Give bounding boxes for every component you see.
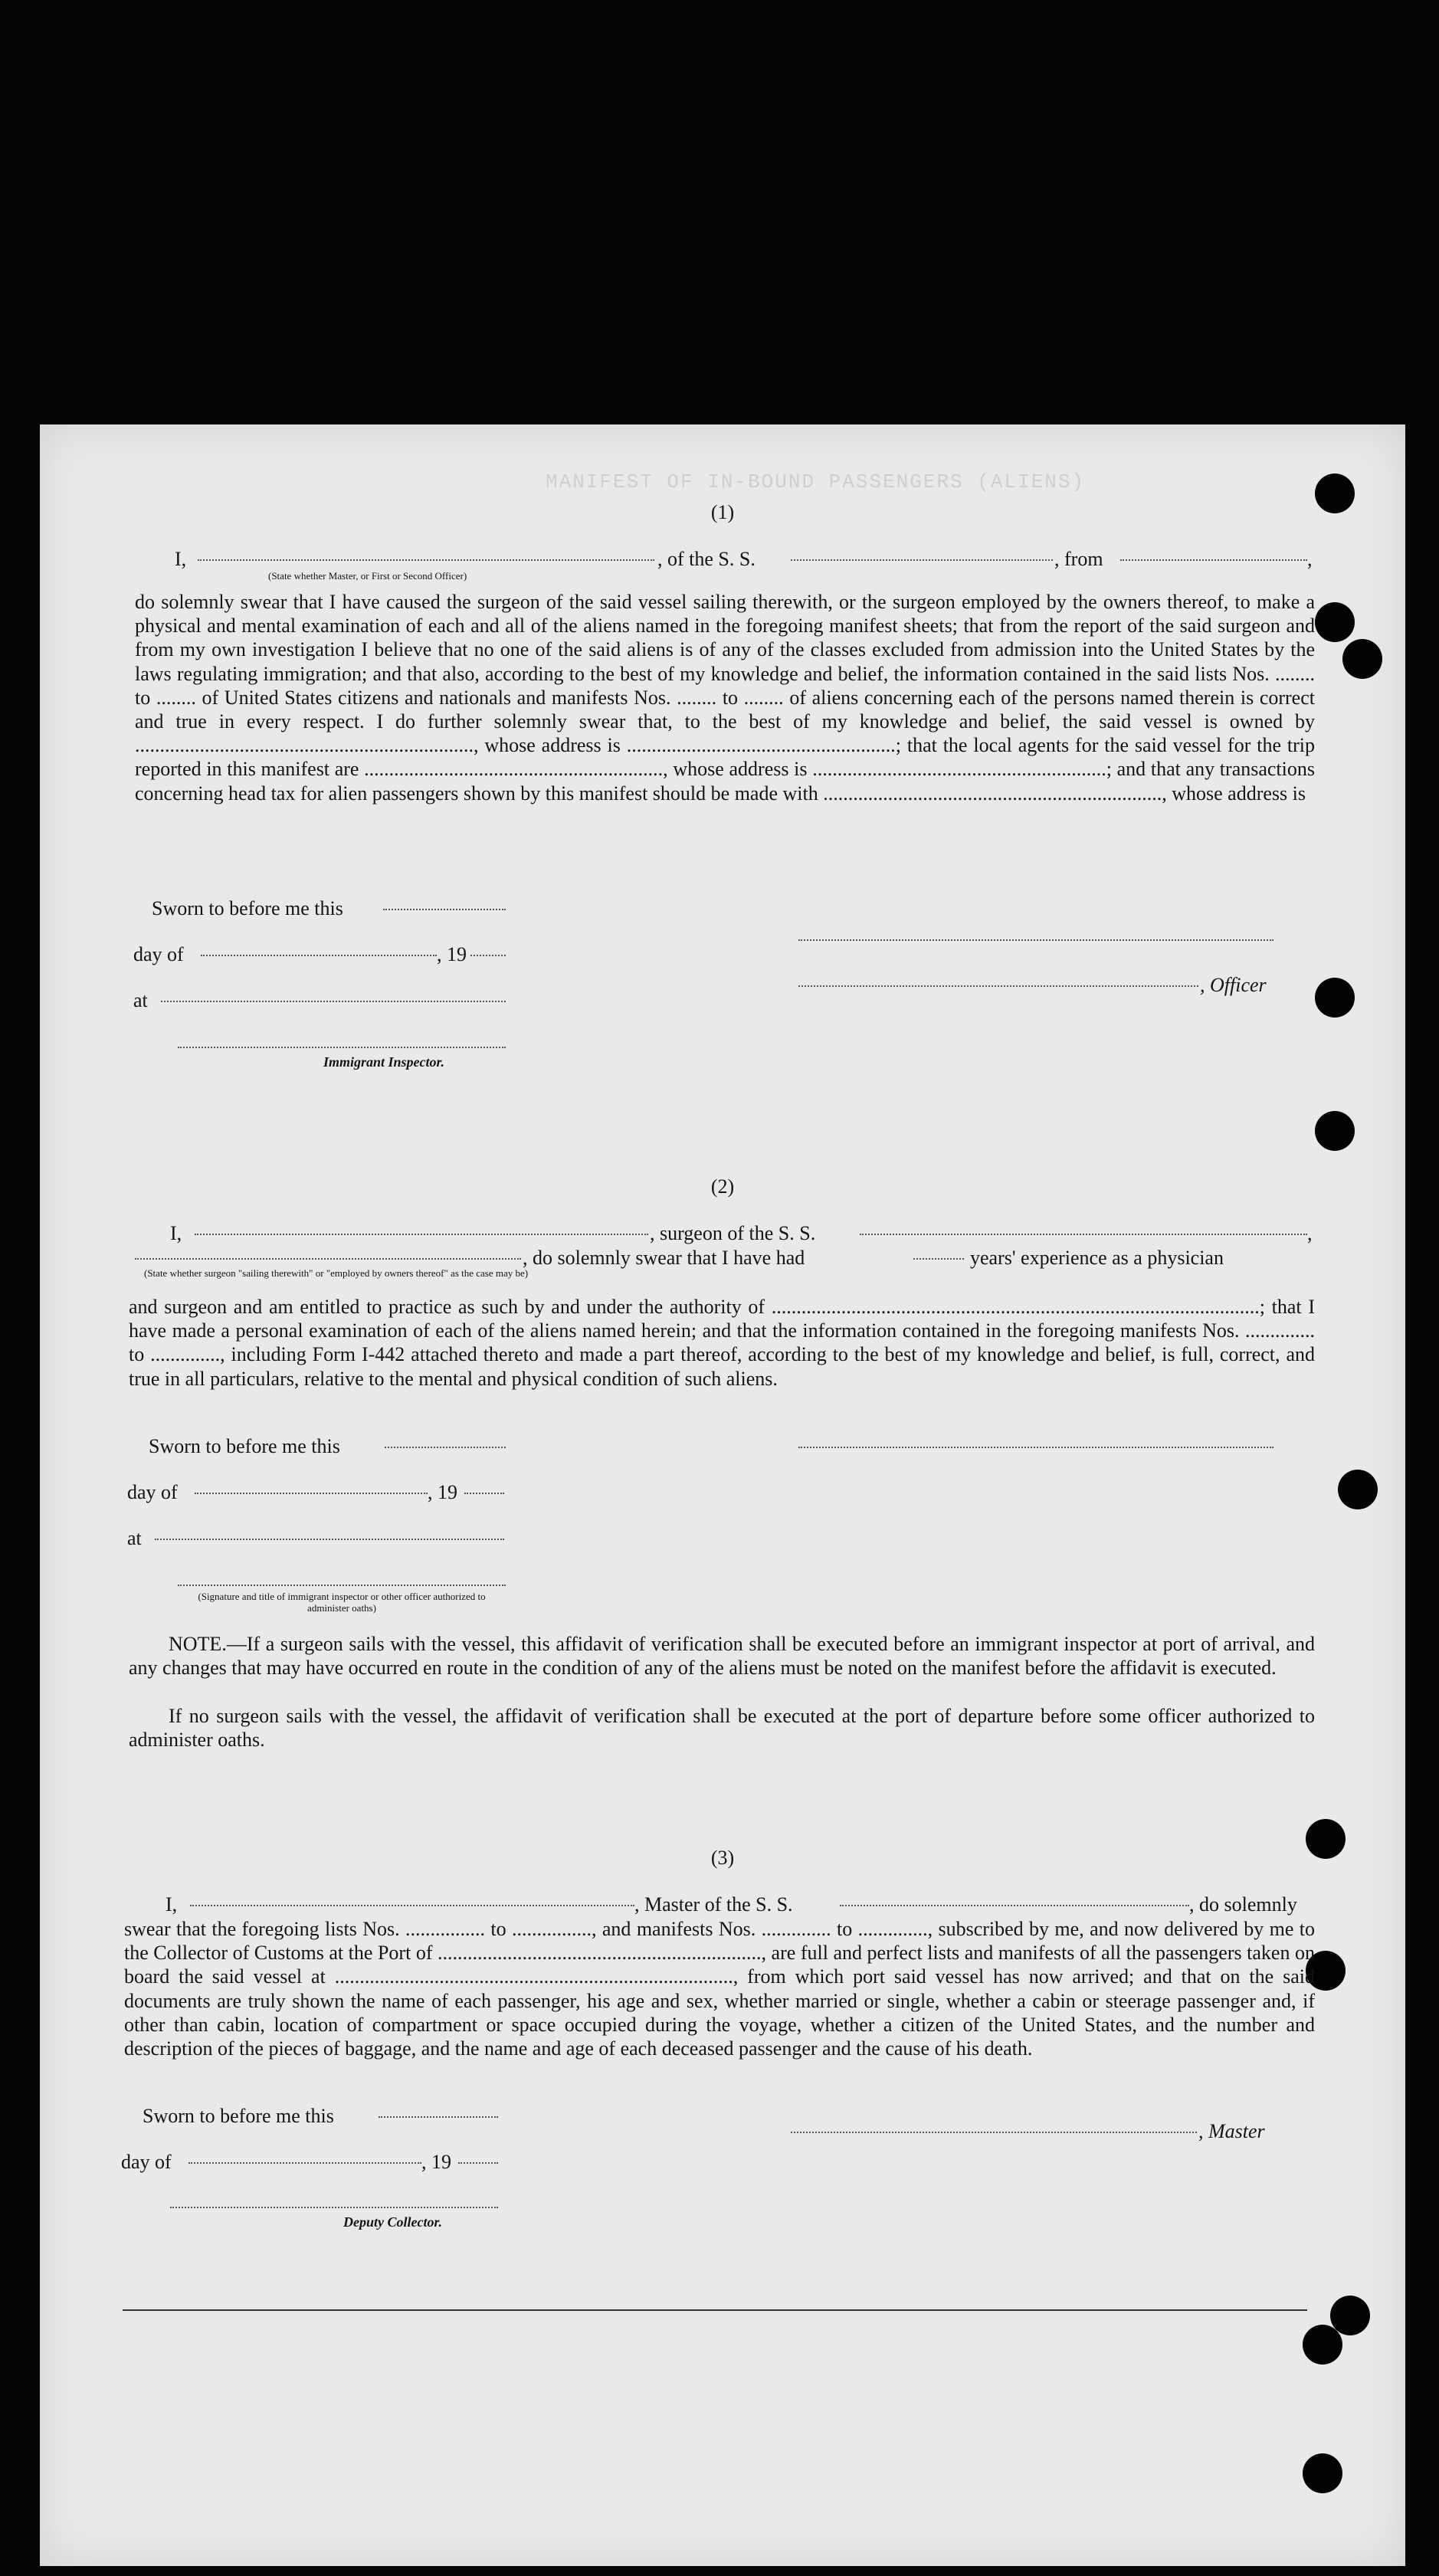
year-label-3: , 19 [421, 2151, 451, 2173]
officer-name-field[interactable] [198, 559, 654, 561]
at-label-1: at [133, 989, 148, 1011]
section2-number: (2) [710, 1175, 735, 1198]
surgeon-note: (State whether surgeon "sailing therewith" or "employed by owners thereof" as the case may be) [144, 1267, 529, 1279]
day-of-field-3[interactable] [188, 2162, 421, 2164]
sworn-label-1: Sworn to before me this [152, 897, 343, 919]
note-label: NOTE. [169, 1633, 227, 1655]
sworn-label-2: Sworn to before me this [149, 1435, 340, 1457]
inspector-caption: Immigrant Inspector. [323, 1054, 445, 1070]
day-of-label-1: day of [133, 943, 184, 965]
comma: , [1307, 1222, 1313, 1244]
officer-signature-line[interactable] [798, 985, 1198, 987]
surgeon-ship-field[interactable] [860, 1234, 1307, 1235]
section1-number: (1) [710, 501, 735, 523]
surgeon-name-field[interactable] [195, 1234, 648, 1235]
punch-hole [1315, 602, 1355, 642]
year-field-3[interactable] [458, 2162, 498, 2164]
surgeon-ship-label: , surgeon of the S. S. [650, 1222, 816, 1244]
comma: , [1307, 548, 1313, 570]
year-label-2: , 19 [428, 1481, 457, 1503]
officer-signature-line-upper[interactable] [798, 939, 1273, 941]
section1-ship-label: , of the S. S. [657, 548, 756, 570]
punch-hole [1315, 978, 1355, 1018]
day-of-field-1[interactable] [201, 955, 437, 956]
surgeon-signature-line[interactable] [798, 1447, 1273, 1448]
officer-note: (State whether Master, or First or Second Officer) [268, 570, 467, 582]
master-signature-line[interactable] [791, 2132, 1197, 2133]
section1-paragraph: do solemnly swear that I have caused the surgeon of the said vessel sailing therewith, or the surgeon employed by the owners thereof, to make a physical and mental examination of each and all of the aliens named in the foregoing manifest sheets; that from the report of the said surgeon and from my own investigation I believe that no one of the said aliens is of any of the classes excluded from admission into the United States by the laws regulating immigration; and that also, according to the best of my knowledge and belief, the information contained in the said lists Nos. ........ to ........ of United States citizens and nationals and manifests Nos. ........ to ........ of aliens concerning each of the persons named therein is correct and true in every respect. I do further solemnly swear that, to the best of my knowledge and belief, the said vessel is owned by ...................................................................., whose address is ......................................................; that the local agents for the said vessel for the trip reported in this manifest are ............................................................, whose address is ...........................................................; and that any transactions concerning head tax for alien passengers shown by this manifest should be made with ...................................................................., whose address is [135, 591, 1315, 805]
document-page [40, 424, 1405, 2566]
bottom-rule [123, 2309, 1307, 2311]
year-field-1[interactable] [470, 955, 506, 956]
from-port-field[interactable] [1120, 559, 1307, 561]
surgeon-status-field[interactable] [135, 1258, 521, 1260]
section1-from-label: , from [1054, 548, 1103, 570]
deputy-caption: Deputy Collector. [343, 2214, 442, 2230]
sworn-day-field-2[interactable] [385, 1447, 506, 1448]
master-ship-label: , Master of the S. S. [634, 1893, 793, 1916]
section2-paragraph: and surgeon and am entitled to practice as such by and under the authority of ..................................................................................................; that I have made a personal examination of each of the aliens named herein; and that the information contained in the foregoing manifests Nos. .............. to .............., including Form I-442 attached thereto and made a part thereof, according to the best of my knowledge and belief, is full, correct, and true in all particulars, relative to the mental and physical condition of such aliens. [129, 1296, 1315, 1390]
day-of-field-2[interactable] [195, 1493, 428, 1494]
year-field-2[interactable] [464, 1493, 504, 1494]
section3-paragraph: swear that the foregoing lists Nos. ................ to ................, and manifests Nos. .............. to .............., subscribed by me, and now delivered by me to the Collector of Customs at the Port of ................................................................., are full and perfect lists and manifests of all the passengers taken on board the said vessel at ................................................................................, from which port said vessel has now arrived; and that on the said documents are truly shown the name of each passenger, his age and sex, whether married or single, whether a cabin or steerage passenger and, if other than cabin, location of compartment or space occupied during the voyage, whether a citizen of the United States, and the number and description of the pieces of baggage, and the name and age of each deceased passenger and the cause of his death. [124, 1918, 1315, 2060]
punch-hole [1303, 2325, 1342, 2365]
inspector-signature-line[interactable] [178, 1047, 506, 1048]
master-name-field[interactable] [190, 1905, 634, 1906]
punch-hole [1303, 2453, 1342, 2493]
sworn-label-3: Sworn to before me this [143, 2105, 334, 2127]
at-label-2: at [127, 1527, 142, 1549]
bleed-through-header: MANIFEST OF IN-BOUND PASSENGERS (ALIENS) [546, 470, 1086, 493]
section3-number: (3) [710, 1847, 735, 1869]
punch-hole [1338, 1470, 1378, 1509]
solemnly-label: , do solemnly [1189, 1893, 1297, 1916]
punch-hole [1342, 639, 1382, 679]
day-of-label-3: day of [121, 2151, 172, 2173]
punch-hole [1315, 1111, 1355, 1151]
day-of-label-2: day of [127, 1481, 178, 1503]
ship-name-field[interactable] [791, 559, 1053, 561]
signature-caption: (Signature and title of immigrant inspector or other officer authorized to administer oaths) [198, 1591, 486, 1614]
section3-i: I, [166, 1893, 178, 1916]
section1-i: I, [175, 548, 187, 570]
officer-suffix: , Officer [1200, 974, 1267, 996]
note-paragraph-1 [129, 1632, 1315, 1680]
surgeon-swear-label: , do solemnly swear that I have had [523, 1247, 805, 1269]
sworn-day-field-1[interactable] [383, 909, 506, 910]
oath-officer-signature-line[interactable] [178, 1585, 506, 1586]
note-paragraph-2: If no surgeon sails with the vessel, the affidavit of verification shall be executed at the port of departure before some officer authorized to administer oaths. [129, 1705, 1315, 1751]
master-suffix: , Master [1198, 2120, 1265, 2142]
master-ship-field[interactable] [840, 1905, 1189, 1906]
years-label: years' experience as a physician [970, 1247, 1224, 1269]
note-text-1: —If a surgeon sails with the vessel, this affidavit of verification shall be executed before an immigrant inspector at port of arrival, and any changes that may have occurred en route in the condition of any of the aliens must be noted on the manifest before the affidavit is executed. [129, 1633, 1315, 1679]
sworn-day-field-3[interactable] [379, 2116, 498, 2118]
years-field[interactable] [913, 1258, 964, 1260]
section2-i: I, [170, 1222, 182, 1244]
at-field-2[interactable] [155, 1539, 504, 1540]
at-field-1[interactable] [161, 1001, 506, 1002]
year-label-1: , 19 [437, 943, 467, 965]
deputy-signature-line[interactable] [170, 2207, 498, 2208]
